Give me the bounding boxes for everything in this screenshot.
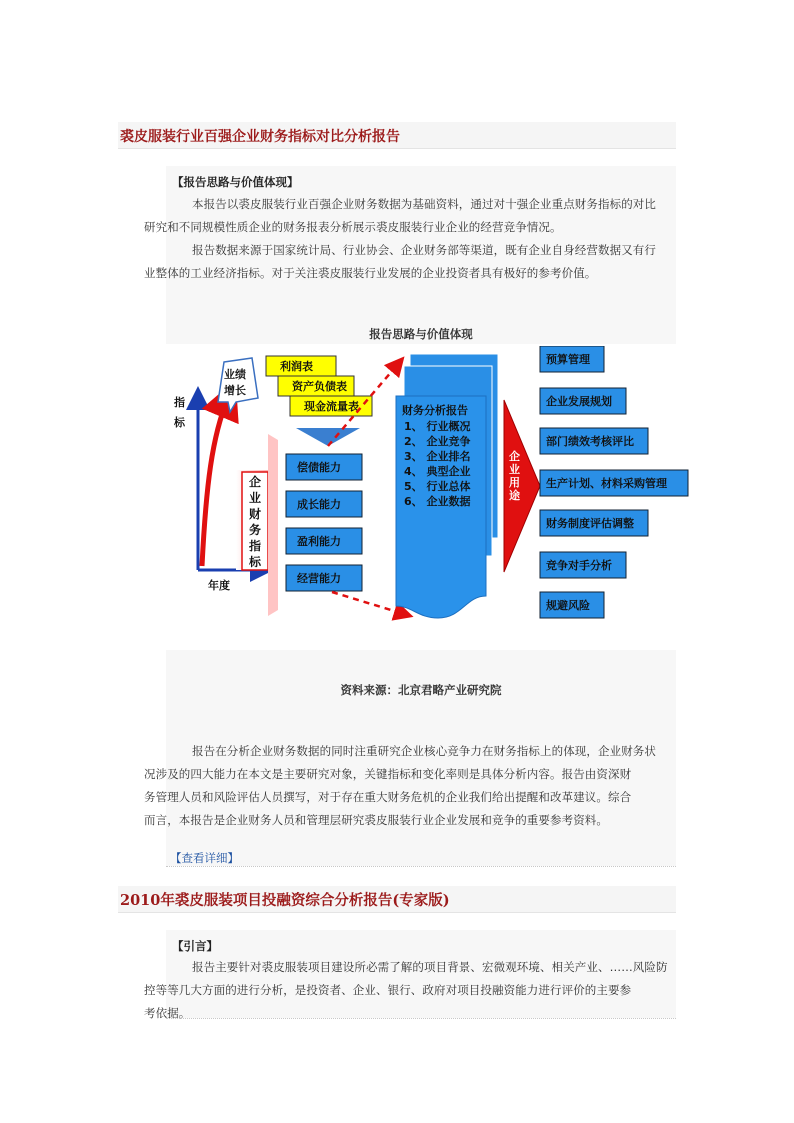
capability-label: 成长能力 [297, 498, 341, 511]
axis-y-label-1: 指 [174, 396, 185, 409]
capability-label: 经营能力 [297, 572, 341, 585]
indicator-char: 财 [249, 507, 262, 521]
capability-label: 偿债能力 [297, 461, 341, 474]
view-details-link[interactable]: 【查看详细】 [170, 851, 239, 865]
report1-para2 [144, 239, 674, 285]
growth-bubble-text-2: 增长 [224, 384, 246, 397]
capability-label: 盈利能力 [297, 535, 341, 548]
para-line: 而言，本报告是企业财务人员和管理层研究裘皮服装行业企业发展和竞争的重要参考资料。 [144, 813, 608, 827]
indicator-char: 企 [249, 475, 262, 489]
usage-label [509, 449, 520, 502]
use-label: 竞争对手分析 [546, 559, 612, 572]
report-item: 2、 企业竞争 [404, 435, 471, 448]
report-item: 3、 企业排名 [404, 450, 471, 463]
usage-char: 业 [509, 463, 520, 476]
divider [166, 1018, 676, 1019]
growth-bubble-text-1: 业绩 [224, 368, 246, 381]
report1-title-bar[interactable] [118, 122, 676, 149]
indicator-char: 务 [249, 523, 262, 537]
figure-source: 资料来源：北京君略产业研究院 [340, 683, 502, 697]
use-label: 规避风险 [546, 599, 590, 612]
indicator-char: 标 [249, 555, 262, 569]
report1-para3 [144, 740, 674, 832]
figure-title: 报告思路与价值体现 [369, 327, 473, 341]
para-line: 本报告以裘皮服装行业百强企业财务数据为基础资料，通过对十强企业重点财务指标的对比 [192, 197, 656, 211]
report2-para [144, 956, 674, 1025]
use-label: 财务制度评估调整 [546, 517, 634, 530]
axis-x-label: 年度 [208, 579, 230, 592]
para-line: 考依据。 [144, 1006, 191, 1020]
report2-title-bar[interactable] [118, 886, 676, 913]
para-line: 报告在分析企业财务数据的同时注重研究企业核心竞争力在财务指标上的体现，企业财务状 [192, 744, 656, 758]
axis-y-label-2: 标 [174, 416, 185, 429]
report2-title[interactable]: 2010年裘皮服装项目投融资综合分析报告(专家版) [120, 892, 450, 909]
para-line: 况涉及的四大能力在本文是主要研究对象，关键指标和变化率则是具体分析内容。报告由资深财 [144, 767, 632, 781]
statement-label: 现金流量表 [304, 400, 359, 413]
para-line: 报告主要针对裘皮服装项目建设所必需了解的项目背景、宏微观环境、相关产业、……风险防 [192, 960, 668, 974]
report1-section-head: 【报告思路与价值体现】 [172, 175, 299, 189]
report-item: 5、 行业总体 [404, 480, 471, 493]
report2-section-head: 【引言】 [172, 939, 218, 953]
value-diagram [166, 346, 694, 650]
report-item: 6、 企业数据 [404, 495, 471, 508]
report1-para1 [144, 193, 674, 239]
statement-label: 资产负债表 [292, 380, 347, 393]
para-line: 业整体的工业经济指标。对于关注裘皮服装行业发展的企业投资者具有极好的参考价值。 [144, 266, 597, 280]
para-line: 控等等几大方面的进行分析，是投资者、企业、银行、政府对项目投融资能力进行评价的主要参 [144, 983, 632, 997]
usage-char: 途 [509, 489, 520, 502]
use-label: 部门绩效考核评比 [546, 435, 634, 448]
use-label: 生产计划、材料采购管理 [546, 477, 667, 490]
divider [166, 866, 676, 867]
usage-char: 企 [509, 450, 520, 463]
usage-char: 用 [509, 476, 520, 489]
indicator-char: 指 [249, 539, 262, 553]
report1-title[interactable]: 裘皮服装行业百强企业财务指标对比分析报告 [120, 129, 400, 145]
use-label: 企业发展规划 [546, 395, 612, 408]
para-line: 报告数据来源于国家统计局、行业协会、企业财务部等渠道，既有企业自身经营数据又有行 [192, 243, 656, 257]
para-line: 务管理人员和风险评估人员撰写，对于存在重大财务危机的企业我们给出提醒和改革建议。综合 [144, 790, 632, 804]
indicator-char: 业 [249, 491, 262, 505]
report-title: 财务分析报告 [402, 404, 468, 417]
funnel-shape [268, 434, 278, 616]
para-line: 研究和不同规模性质企业的财务报表分析展示裘皮服装行业企业的经营竞争情况。 [144, 220, 562, 234]
report-item: 1、 行业概况 [404, 420, 471, 433]
report-item: 4、 典型企业 [404, 465, 471, 478]
statement-label: 利润表 [280, 360, 313, 373]
use-label: 预算管理 [546, 353, 590, 366]
